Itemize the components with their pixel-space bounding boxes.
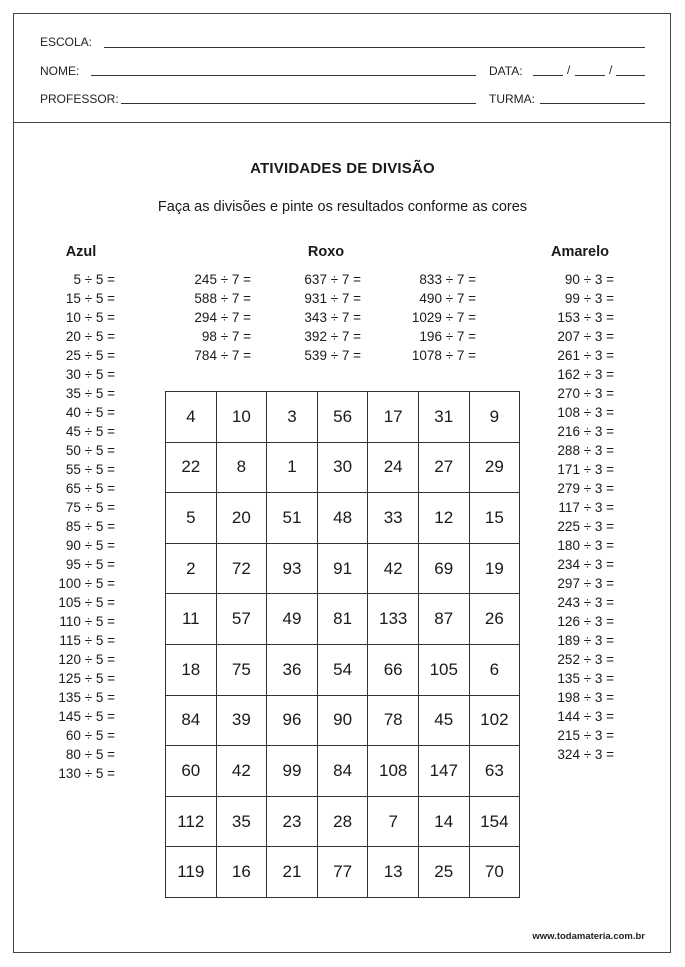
roxo-expression-list-1: [160, 270, 251, 365]
grid-cell[interactable]: 96: [267, 695, 318, 746]
azul-expression-list: [30, 270, 115, 783]
grid-row: [166, 746, 520, 797]
grid-row: [166, 442, 520, 493]
grid-cell[interactable]: 15: [469, 493, 520, 544]
grid-cell[interactable]: 29: [469, 442, 520, 493]
amarelo-expression: 288 ÷ 3 =: [557, 443, 614, 458]
grid-row: [166, 392, 520, 443]
grid-cell[interactable]: 9: [469, 392, 520, 443]
amarelo-expression: 162 ÷ 3 =: [557, 367, 614, 382]
roxo-expression-list-3: [382, 270, 476, 365]
grid-row: [166, 695, 520, 746]
grid-cell[interactable]: 99: [267, 746, 318, 797]
professor-field-line[interactable]: [121, 103, 476, 104]
escola-field-line[interactable]: [104, 47, 645, 48]
grid-cell[interactable]: 54: [317, 644, 368, 695]
grid-cell[interactable]: 28: [317, 796, 368, 847]
roxo-expression: 343 ÷ 7 =: [304, 310, 361, 325]
azul-expression: 40 ÷ 5 =: [65, 405, 115, 420]
grid-cell[interactable]: 48: [317, 493, 368, 544]
grid-cell[interactable]: 72: [216, 543, 267, 594]
grid-cell[interactable]: 81: [317, 594, 368, 645]
grid-cell[interactable]: 3: [267, 392, 318, 443]
roxo-expression: 490 ÷ 7 =: [419, 291, 476, 306]
grid-cell[interactable]: 93: [267, 543, 318, 594]
grid-cell[interactable]: 18: [166, 644, 217, 695]
roxo-expression: 637 ÷ 7 =: [304, 272, 361, 287]
grid-cell[interactable]: 16: [216, 847, 267, 898]
grid-cell[interactable]: 56: [317, 392, 368, 443]
grid-cell[interactable]: 60: [166, 746, 217, 797]
azul-expression: 25 ÷ 5 =: [65, 348, 115, 363]
grid-cell[interactable]: 36: [267, 644, 318, 695]
roxo-expression: 1078 ÷ 7 =: [411, 348, 476, 363]
roxo-expression: 1029 ÷ 7 =: [411, 310, 476, 325]
grid-cell[interactable]: 66: [368, 644, 419, 695]
answer-grid: [165, 391, 520, 898]
grid-row: [166, 543, 520, 594]
grid-cell[interactable]: 23: [267, 796, 318, 847]
data-month-line[interactable]: [575, 75, 605, 76]
amarelo-expression: 261 ÷ 3 =: [557, 348, 614, 363]
azul-expression: 125 ÷ 5 =: [58, 671, 115, 686]
amarelo-expression: 144 ÷ 3 =: [557, 709, 614, 724]
grid-cell[interactable]: 112: [166, 796, 217, 847]
grid-cell[interactable]: 4: [166, 392, 217, 443]
grid-cell[interactable]: 105: [418, 644, 469, 695]
grid-cell[interactable]: 26: [469, 594, 520, 645]
amarelo-expression: 216 ÷ 3 =: [557, 424, 614, 439]
azul-expression: 105 ÷ 5 =: [58, 595, 115, 610]
grid-cell[interactable]: 31: [418, 392, 469, 443]
grid-cell[interactable]: 69: [418, 543, 469, 594]
roxo-expression: 392 ÷ 7 =: [304, 329, 361, 344]
grid-cell[interactable]: 42: [216, 746, 267, 797]
grid-cell[interactable]: 133: [368, 594, 419, 645]
amarelo-expression: 171 ÷ 3 =: [557, 462, 614, 477]
grid-cell[interactable]: 39: [216, 695, 267, 746]
grid-cell[interactable]: 11: [166, 594, 217, 645]
grid-cell[interactable]: 84: [317, 746, 368, 797]
azul-expression: 35 ÷ 5 =: [65, 386, 115, 401]
grid-row: [166, 796, 520, 847]
amarelo-expression: 270 ÷ 3 =: [557, 386, 614, 401]
roxo-expression: 294 ÷ 7 =: [194, 310, 251, 325]
grid-cell[interactable]: 87: [418, 594, 469, 645]
turma-label: TURMA:: [489, 92, 535, 106]
grid-cell[interactable]: 51: [267, 493, 318, 544]
amarelo-expression: 99 ÷ 3 =: [564, 291, 614, 306]
grid-row: [166, 644, 520, 695]
roxo-expression-list-2: [270, 270, 361, 365]
amarelo-expression: 108 ÷ 3 =: [557, 405, 614, 420]
azul-expression: 5 ÷ 5 =: [73, 272, 115, 287]
amarelo-expression: 234 ÷ 3 =: [557, 557, 614, 572]
nome-label: NOME:: [40, 64, 80, 78]
amarelo-expression: 243 ÷ 3 =: [557, 595, 614, 610]
date-separator: /: [567, 63, 571, 77]
azul-expression: 45 ÷ 5 =: [65, 424, 115, 439]
azul-expression: 55 ÷ 5 =: [65, 462, 115, 477]
amarelo-expression: 207 ÷ 3 =: [557, 329, 614, 344]
roxo-expression: 784 ÷ 7 =: [194, 348, 251, 363]
grid-cell[interactable]: 10: [216, 392, 267, 443]
azul-expression: 75 ÷ 5 =: [65, 500, 115, 515]
grid-cell[interactable]: 70: [469, 847, 520, 898]
grid-cell[interactable]: 147: [418, 746, 469, 797]
azul-expression: 90 ÷ 5 =: [65, 538, 115, 553]
roxo-expression: 245 ÷ 7 =: [194, 272, 251, 287]
grid-cell[interactable]: 33: [368, 493, 419, 544]
grid-row: [166, 594, 520, 645]
amarelo-expression: 180 ÷ 3 =: [557, 538, 614, 553]
grid-cell[interactable]: 27: [418, 442, 469, 493]
amarelo-expression: 252 ÷ 3 =: [557, 652, 614, 667]
data-label: DATA:: [489, 64, 523, 78]
grid-cell[interactable]: 35: [216, 796, 267, 847]
grid-cell[interactable]: 14: [418, 796, 469, 847]
amarelo-expression: 135 ÷ 3 =: [557, 671, 614, 686]
grid-cell[interactable]: 25: [418, 847, 469, 898]
grid-cell[interactable]: 77: [317, 847, 368, 898]
azul-expression: 110 ÷ 5 =: [59, 614, 115, 629]
azul-expression: 95 ÷ 5 =: [65, 557, 115, 572]
azul-expression: 120 ÷ 5 =: [58, 652, 115, 667]
date-separator: /: [609, 63, 613, 77]
amarelo-expression: 126 ÷ 3 =: [557, 614, 614, 629]
roxo-expression: 98 ÷ 7 =: [201, 329, 251, 344]
grid-cell[interactable]: 78: [368, 695, 419, 746]
grid-cell[interactable]: 119: [166, 847, 217, 898]
turma-field-line[interactable]: [540, 103, 645, 104]
grid-cell[interactable]: 90: [317, 695, 368, 746]
azul-expression: 65 ÷ 5 =: [65, 481, 115, 496]
grid-cell[interactable]: 91: [317, 543, 368, 594]
header-divider: [13, 122, 671, 123]
grid-cell[interactable]: 12: [418, 493, 469, 544]
roxo-expression: 931 ÷ 7 =: [304, 291, 361, 306]
footer-url: www.todamateria.com.br: [532, 931, 645, 942]
azul-expression: 130 ÷ 5 =: [58, 766, 115, 781]
data-day-line[interactable]: [533, 75, 563, 76]
roxo-expression: 588 ÷ 7 =: [194, 291, 251, 306]
grid-cell[interactable]: 20: [216, 493, 267, 544]
grid-cell[interactable]: 6: [469, 644, 520, 695]
amarelo-expression: 189 ÷ 3 =: [557, 633, 614, 648]
azul-expression: 135 ÷ 5 =: [58, 690, 115, 705]
grid-cell[interactable]: 22: [166, 442, 217, 493]
grid-cell[interactable]: 24: [368, 442, 419, 493]
azul-expression: 80 ÷ 5 =: [65, 747, 115, 762]
nome-field-line[interactable]: [91, 75, 476, 76]
azul-expression: 15 ÷ 5 =: [65, 291, 115, 306]
grid-cell[interactable]: 57: [216, 594, 267, 645]
azul-heading: Azul: [65, 244, 97, 260]
grid-cell[interactable]: 45: [418, 695, 469, 746]
azul-expression: 145 ÷ 5 =: [58, 709, 115, 724]
grid-cell[interactable]: 49: [267, 594, 318, 645]
data-year-line[interactable]: [616, 75, 645, 76]
grid-cell[interactable]: 5: [166, 493, 217, 544]
professor-label: PROFESSOR:: [40, 92, 119, 106]
grid-cell[interactable]: 102: [469, 695, 520, 746]
grid-cell[interactable]: 8: [216, 442, 267, 493]
roxo-expression: 539 ÷ 7 =: [304, 348, 361, 363]
amarelo-expression: 117 ÷ 3 =: [558, 500, 614, 515]
amarelo-expression: 198 ÷ 3 =: [557, 690, 614, 705]
grid-cell[interactable]: 30: [317, 442, 368, 493]
grid-cell[interactable]: 13: [368, 847, 419, 898]
roxo-expression: 833 ÷ 7 =: [419, 272, 476, 287]
azul-expression: 20 ÷ 5 =: [65, 329, 115, 344]
grid-cell[interactable]: 63: [469, 746, 520, 797]
azul-expression: 60 ÷ 5 =: [65, 728, 115, 743]
azul-expression: 10 ÷ 5 =: [65, 310, 115, 325]
amarelo-expression: 297 ÷ 3 =: [557, 576, 614, 591]
roxo-heading: Roxo: [307, 244, 345, 260]
grid-cell[interactable]: 19: [469, 543, 520, 594]
grid-cell[interactable]: 154: [469, 796, 520, 847]
azul-expression: 115 ÷ 5 =: [59, 633, 115, 648]
instructions: Faça as divisões e pinte os resultados conforme as cores: [157, 199, 528, 215]
amarelo-expression: 90 ÷ 3 =: [564, 272, 614, 287]
grid-row: [166, 493, 520, 544]
amarelo-expression: 225 ÷ 3 =: [557, 519, 614, 534]
azul-expression: 30 ÷ 5 =: [65, 367, 115, 382]
grid-cell[interactable]: 1: [267, 442, 318, 493]
grid-cell[interactable]: 84: [166, 695, 217, 746]
grid-cell[interactable]: 17: [368, 392, 419, 443]
amarelo-expression: 153 ÷ 3 =: [557, 310, 614, 325]
amarelo-expression: 215 ÷ 3 =: [557, 728, 614, 743]
grid-cell[interactable]: 75: [216, 644, 267, 695]
amarelo-expression: 324 ÷ 3 =: [557, 747, 614, 762]
azul-expression: 85 ÷ 5 =: [65, 519, 115, 534]
amarelo-heading: Amarelo: [550, 244, 610, 260]
amarelo-expression-list: [530, 270, 614, 764]
page-title: ATIVIDADES DE DIVISÃO: [250, 160, 435, 177]
grid-cell[interactable]: 108: [368, 746, 419, 797]
roxo-expression: 196 ÷ 7 =: [419, 329, 476, 344]
azul-expression: 50 ÷ 5 =: [65, 443, 115, 458]
grid-cell[interactable]: 7: [368, 796, 419, 847]
grid-cell[interactable]: 2: [166, 543, 217, 594]
grid-cell[interactable]: 42: [368, 543, 419, 594]
grid-cell[interactable]: 21: [267, 847, 318, 898]
azul-expression: 100 ÷ 5 =: [58, 576, 115, 591]
amarelo-expression: 279 ÷ 3 =: [557, 481, 614, 496]
grid-row: [166, 847, 520, 898]
escola-label: ESCOLA:: [40, 35, 93, 49]
